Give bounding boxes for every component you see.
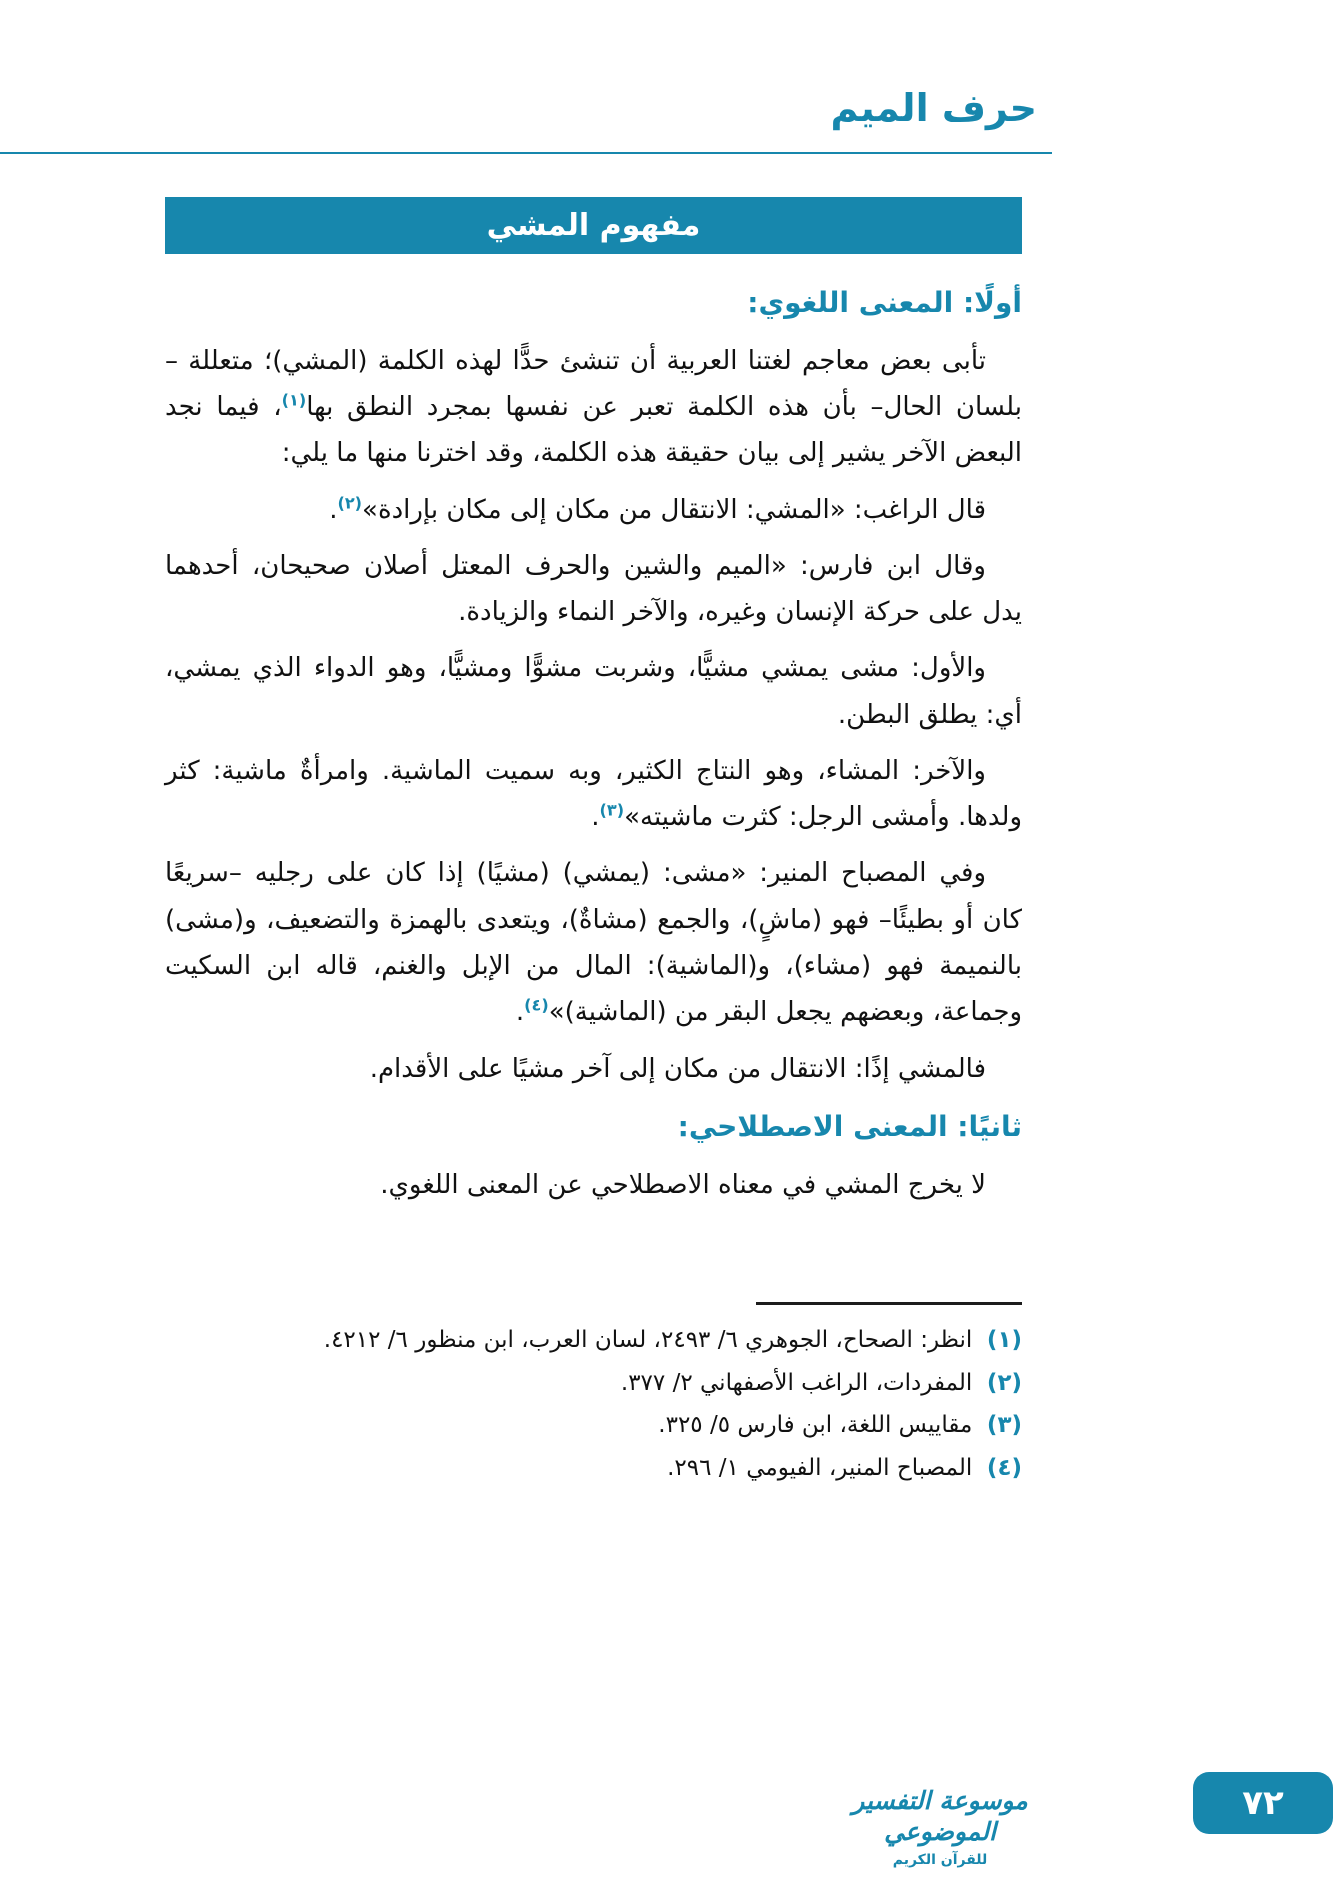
banner-title: مفهوم المشي (486, 208, 701, 243)
section-heading: أولًا: المعنى اللغوي: (747, 286, 1022, 319)
footnote-list (165, 1319, 1022, 1489)
paragraph: قال الراغب: «المشي: الانتقال من مكان إلى مكان بإرادة»$^{(٢)}$. (329, 492, 986, 525)
header-divider (0, 152, 1052, 154)
footnote-divider (756, 1302, 1022, 1305)
page-number-tab (1193, 1772, 1333, 1834)
paragraph: فالمشي إذًا: الانتقال من مكان إلى آخر مشيًا على الأقدام. (369, 1053, 986, 1084)
footnote-number: (٢) (986, 1369, 1022, 1396)
footnote-ref: (٣) (599, 800, 625, 820)
footnote-number: (١) (986, 1327, 1022, 1353)
paragraph: والأول: مشى يمشي مشيًّا، وشربت مشوًّا ومشيًّا، وهو الدواء الذي يمشي، أي: يطلق البطن. (165, 653, 1022, 730)
paragraph: وقال ابن فارس: «الميم والشين والحرف المعتل أصلان صحيحان، أحدهما يدل على حركة الإنسان وغيره، والآخر النماء والزيادة. (165, 550, 1022, 628)
footnote-ref: (١) (281, 390, 307, 410)
footnote (165, 1319, 1022, 1362)
section-heading: ثانيًا: المعنى الاصطلاحي: (677, 1109, 1022, 1143)
chapter-title: حرف الميم (830, 86, 1037, 130)
page-number: ٧٢ (1242, 1783, 1284, 1823)
footnote-text: انظر: الصحاح، الجوهري ٦/ ٢٤٩٣، لسان العرب، ابن منظور ٦/ ٤٢١٢. (323, 1327, 973, 1353)
footnote (165, 1404, 1022, 1447)
footnote-ref: (٢) (337, 492, 363, 512)
footnote-text: المصباح المنير، الفيومي ١/ ٢٩٦. (667, 1454, 973, 1481)
footnote-text: المفردات، الراغب الأصفهاني ٢/ ٣٧٧. (620, 1369, 973, 1396)
logo-text-sub: للقرآن الكريم (892, 1852, 988, 1868)
footnote-ref: (٤) (524, 995, 549, 1015)
paragraph: والآخر: المشاء، وهو النتاج الكثير، وبه سميت الماشية. وامرأةٌ ماشية: كثر ولدها. وأمشى الرجل: كثرت ماشيته»$^{(٣)}$. (165, 755, 1022, 833)
publisher-logo (845, 1785, 1035, 1869)
footnote-number: (٤) (986, 1454, 1022, 1481)
logo-text-main: موسوعة التفسير الموضوعي (852, 1785, 1028, 1846)
footnote (165, 1362, 1022, 1405)
section-banner (165, 197, 1022, 254)
paragraph: تأبى بعض معاجم لغتنا العربية أن تنشئ حدًّا لهذه الكلمة (المشي)؛ متعللة –بلسان الحال– بأن هذه الكلمة تعبر عن نفسها بمجرد النطق بها$^{(١)}$، فيما نجد البعض الآخر يشير إلى بيان حقيقة هذه الكلمة، وقد اخترنا منها ما يلي: (165, 345, 1022, 469)
footnote (165, 1447, 1022, 1490)
body-content (165, 276, 1022, 1218)
footnotes-block (165, 1302, 1022, 1489)
paragraph: وفي المصباح المنير: «مشى: (يمشي) (مشيًا) إذا كان على رجليه –سريعًا كان أو بطيئًا– فهو (ماشٍ)، والجمع (مشاةٌ)، ويتعدى بالهمزة والتضعيف، و(مشى) بالنميمة فهو (مشاء)، و(الماشية): المال من الإبل والغنم، قاله ابن السكيت وجماعة، وبعضهم يجعل البقر من (الماشية)»$^{(٤)}$. (165, 858, 1022, 1028)
paragraph: لا يخرج المشي في معناه الاصطلاحي عن المعنى اللغوي. (380, 1169, 986, 1200)
footnote-text: مقاييس اللغة، ابن فارس ٥/ ٣٢٥. (658, 1412, 973, 1439)
footnote-number: (٣) (986, 1412, 1022, 1439)
